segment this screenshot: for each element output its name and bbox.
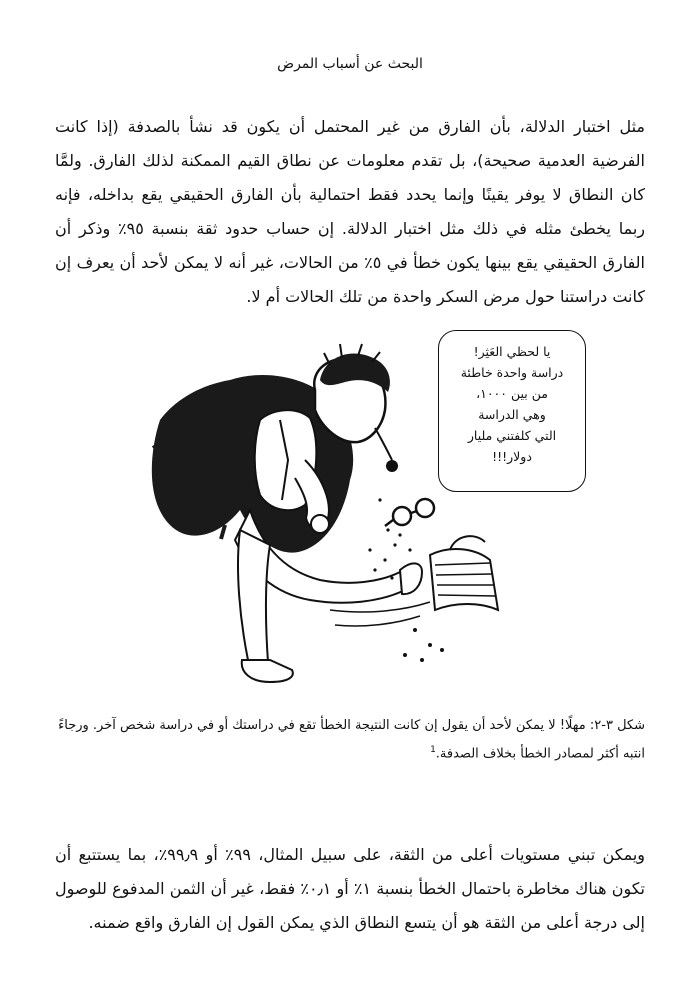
speech-line: وهي الدراسة <box>478 407 546 422</box>
figure-caption <box>58 714 645 766</box>
running-head: البحث عن أسباب المرض <box>277 56 423 72</box>
paragraph-2: ويمكن تبني مستويات أعلى من الثقة، على سبيل المثال، ٩٩٪ أو ٩٩٫٩٪، بما يستتبع أن تكون هناك مخاطرة باحتمال الخطأ بنسبة ١٪ أو ٠٫١٪ فقط، غير أن الثمن المدفوع للوصول إلى درجة أعلى من الثقة هو أن يتسع النطاق الذي يمكن القول إن الفارق واقع ضمنه. <box>55 845 646 932</box>
footnote-marker: 1 <box>430 745 436 755</box>
speech-line: دولار!!! <box>492 449 532 464</box>
speech-line: دراسة واحدة خاطئة <box>460 365 564 380</box>
paragraph-1: مثل اختبار الدلالة، بأن الفارق من غير المحتمل أن يكون قد نشأ بالصدفة (إذا كانت الفرضية العدمية صحيحة)، بل تقدم معلومات عن نطاق القيم الممكنة لذلك الفارق. ولمَّا كان النطاق لا يوفر يقينًا وإنما يحدد فقط احتمالية بأن الفارق الحقيقي يقع بداخله، فإنه ربما يخطئ مثله في ذلك مثل اختبار الدلالة. إن حساب حدود ثقة بنسبة ٩٥٪ وذكر أن الفارق الحقيقي يقع بينها يكون خطأ في ٥٪ من الحالات، غير أنه لا يمكن لأحد أن يعرف إن كانت دراستنا حول مرض السكر واحدة من تلك الحالات أم لا. <box>55 117 646 306</box>
caption-text: شكل ٣-٢: مهلًا! لا يمكن لأحد أن يقول إن كانت النتيجة الخطأ تقع في دراستك أو في دراسة شخص آخر. ورجاءً انتبه أكثر لمصادر الخطأ بخلاف الصدفة. <box>58 718 645 762</box>
speech-line: من بين ١٠٠٠، <box>476 386 548 401</box>
speech-line: يا لحظي العَثِر! <box>473 344 551 359</box>
speech-bubble <box>438 330 586 492</box>
speech-line: التي كلفتني مليار <box>467 428 557 443</box>
